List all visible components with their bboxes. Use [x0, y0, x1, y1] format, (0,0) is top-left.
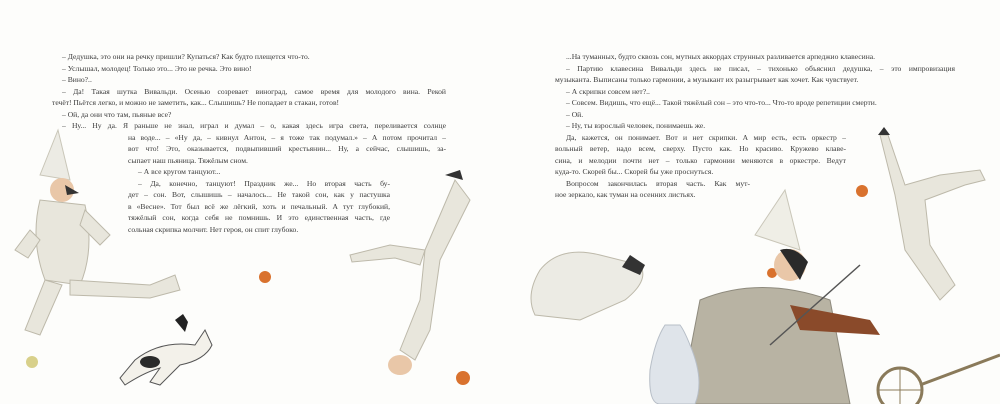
- text-line: сыпает наш пьяница. Тяжёлым сном.: [128, 155, 248, 165]
- text-line: сина, и мелодии почти нет – только гармонии меняются в оркестре. Ведут: [555, 155, 846, 165]
- text-line: – Ой.: [566, 109, 584, 119]
- text-line: течёт! Пьётся легко, и можно не заметить, как... Слышишь? Не попадает в стакан, готов!: [52, 98, 340, 107]
- text-line: вот что! Это, оказывается, подвыпивший крестьянин... Ну, а сейчас, слышишь, за-: [128, 144, 446, 153]
- text-line: вольный ветер, надо всем, сверху. Пусто как. Но красиво. Кружево клаве-: [555, 144, 846, 153]
- yellow-ball: [26, 356, 38, 368]
- text-line: – Услышал, молодец! Только это... Это не речка. Это вино!: [62, 63, 252, 73]
- orange-ball: [856, 185, 868, 197]
- text-line: Вопросом закончилась вторая часть. Как мут-: [566, 178, 750, 188]
- text-line: – Ну... Ну да. Я раньше не знал, играл и думал – о, какая здесь игра света, переливается солнце: [62, 121, 446, 130]
- text-line: на воде... – «Ну да, – кивнул Антон, – я тоже так подумал.» – А потом прочитал –: [128, 132, 446, 142]
- text-line: – Дедушка, это они на речку пришли? Купаться? Как будто плещется что-то.: [62, 52, 310, 61]
- text-line: ...На туманных, будто сквозь сон, мутных аккордах струнных разливается арпеджио клавесина.: [566, 52, 876, 61]
- cart-wheel-illustration: [878, 355, 1000, 404]
- text-line: – Да, конечно, танцуют! Праздник же... Но вторая часть бу-: [138, 178, 390, 188]
- text-line: дет – сон. Вот, слышишь – началось... Не такой сон, как у пастушка: [128, 190, 390, 199]
- text-line: в «Весне». Тот был всё же лёгкий, хоть и печальный. А тут глубокий,: [128, 201, 390, 211]
- text-line: – Совсем. Видишь, что ещё... Такой тяжёлый сон – это что-то... Что-то вроде репетиции смерти.: [566, 98, 877, 107]
- dog-illustration: [120, 314, 212, 385]
- text-line: – Ой, да они что там, пьяные все?: [62, 109, 172, 119]
- text-line: куда-то. Скорей бы... Скорей бы уже проснуться.: [555, 167, 714, 176]
- text-line: музыканта. Выписаны только гармонии, а музыкант их разыгрывает как хочет. Как чувствует.: [555, 75, 859, 84]
- violinist-illustration: [680, 190, 880, 404]
- text-line: – А скрипки совсем нет?..: [566, 86, 650, 96]
- text-line: ное зеркало, как туман на осенних листьях.: [555, 190, 696, 199]
- text-line: – Партию клавесина Вивальди здесь не писал, – тихонько объяснил дедушка, – это импровизация: [566, 63, 955, 73]
- text-line: тяжёлый сон, когда себя не помнишь. И это единственная часть, где: [128, 213, 390, 222]
- orange-ball: [456, 371, 470, 385]
- orange-ball: [259, 271, 271, 283]
- upside-down-acrobat-illustration: [878, 127, 985, 300]
- sleeping-figure-illustration: [531, 252, 645, 320]
- text-line: – Вино?..: [62, 75, 92, 84]
- text-line: сольная скрипка молчит. Нет героя, он спит глубоко.: [128, 224, 299, 234]
- text-line: Да, кажется, он понимает. Вот и нет скрипки. А мир есть, есть оркестр –: [566, 132, 846, 142]
- text-line: – А все кругом танцуют...: [138, 167, 221, 176]
- vase-illustration: [650, 325, 699, 404]
- text-line: – Да! Такая шутка Вивальди. Осенью созревает виноград, самое время для молодого вина. Рекой: [62, 86, 446, 96]
- text-line: – Ну, ты взрослый человек, понимаешь же.: [566, 121, 706, 130]
